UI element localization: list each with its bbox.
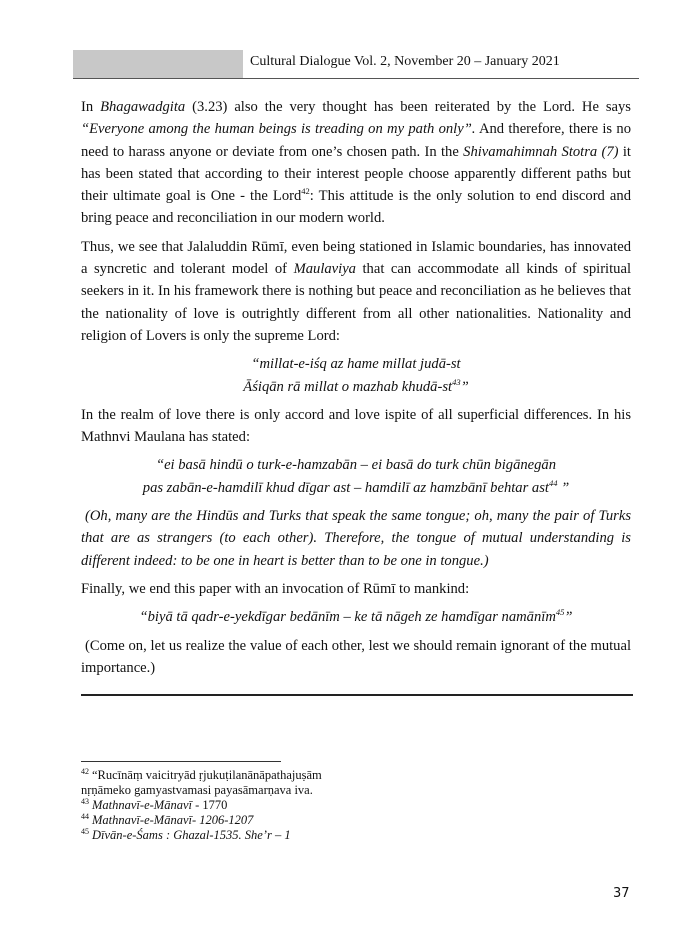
footnote-text: “Rucīnāṃ vaicitryād ṛjukuṭilanānāpathajuṣām	[92, 768, 322, 782]
header-rule	[73, 78, 639, 79]
header-gray-block	[73, 50, 243, 78]
text-run: Thus, we see that Jalaluddin Rūmī, even being stationed in Islamic boundaries, has innovated a syncretic and tolerant model of	[81, 238, 631, 278]
text-run: In	[81, 99, 101, 115]
verse-text: Āśiqān rā millat o mazhab khudā-st	[243, 378, 453, 395]
footnotes	[81, 768, 581, 843]
footnote-43	[81, 798, 581, 813]
verse-1	[81, 353, 631, 398]
paragraph-4: Finally, we end this paper with an invocation of Rūmī to mankind:	[81, 580, 470, 597]
verse-3	[81, 606, 631, 628]
quote-mark: ”	[460, 378, 469, 395]
footnote-title: Dīvān-e-Śams : Ghazal-1535. She’r – 1	[92, 828, 291, 842]
footnote-number: 45	[81, 826, 89, 836]
footnote-rule	[81, 761, 281, 762]
journal-header: Cultural Dialogue Vol. 2, November 20 – January 2021	[250, 54, 560, 69]
verse-line	[81, 477, 631, 499]
footnote-title: Mathnavī-e-Mānavī- 1206-1207	[92, 813, 254, 827]
footnote-number: 42	[81, 766, 89, 776]
paragraph-3: In the realm of love there is only accord and love ispite of all superficial differences. In his Mathnvi Maulana has stated:	[81, 406, 631, 446]
quote-mark: ”	[557, 479, 570, 496]
text-run: that can accommodate all kinds of spiritual seekers in it. In his framework there is nothing but peace and reconciliation as he believes that the nationality of love is outrightly different from all other nationalities. Nationality and religion of Lovers is only the supreme Lord:	[81, 261, 631, 344]
text-run: : This attitude is the only solution to end discord and bring peace and reconciliation in our modern world.	[81, 188, 631, 227]
verse-line: “ei basā hindū o turk-e-hamzabān – ei basā do turk chūn bigānegān	[155, 457, 557, 474]
footnote-ref: 42	[301, 186, 310, 197]
text-run: (3.23) also the very thought has been reiterated by the Lord. He says	[185, 99, 631, 115]
italic-title: Bhagawadgita	[100, 99, 186, 115]
body-text	[81, 96, 631, 685]
footnote-ref: 44	[548, 477, 558, 488]
footnote-42	[81, 768, 581, 783]
verse-2	[81, 454, 631, 499]
footnote-44	[81, 813, 581, 828]
verse-line	[81, 606, 631, 628]
footnote-ref: 43	[452, 376, 461, 387]
page-number: 37	[613, 886, 630, 901]
text-run: it has been stated that according to their interest people choose apparently different paths but their ultimate goal is One - the Lord	[81, 143, 631, 205]
paragraph-1	[81, 96, 631, 230]
footnote-title: Mathnavī-e-Mānavī	[92, 798, 192, 812]
text-run: And therefore, there is no need to harass anyone or deviate from one’s chosen path. In the	[81, 121, 631, 160]
section-end-rule	[81, 694, 633, 696]
footnote-45	[81, 828, 581, 843]
paragraph-2	[81, 236, 631, 347]
footnote-42-continued: nṛṇāmeko gamyastvamasi payasāmarṇava iva.	[81, 783, 313, 797]
verse-text: pas zabān-e-hamdilī khud dīgar ast – hamdilī az hamzbānī behtar ast	[142, 479, 549, 496]
verse-line: “millat-e-iśq az hame millat judā-st	[251, 356, 461, 373]
italic-quote: “Everyone among the human beings is treading on my path only”.	[81, 121, 476, 138]
translation-1: (Oh, many are the Hindūs and Turks that speak the same tongue; oh, many the pair of Turks that are as strangers (to each other). Therefore, the tongue of mutual understanding is different indeed: to be one in heart is better than to be one in tongue.)	[81, 508, 631, 569]
footnote-number: 43	[81, 796, 89, 806]
italic-title: Shivamahimnah Stotra (7)	[463, 143, 619, 160]
quote-mark: ”	[564, 609, 573, 626]
verse-text: “biyā tā qadr-e-yekdīgar bedānīm – ke tā nāgeh ze hamdīgar namānīm	[139, 609, 556, 626]
verse-line	[81, 376, 631, 398]
italic-term: Maulaviya	[293, 261, 356, 278]
footnote-text: - 1770	[191, 798, 228, 812]
footnote-number: 44	[81, 811, 89, 821]
translation-2: (Come on, let us realize the value of each other, lest we should remain ignorant of the mutual importance.)	[81, 637, 631, 676]
footnote-ref: 45	[555, 607, 565, 618]
